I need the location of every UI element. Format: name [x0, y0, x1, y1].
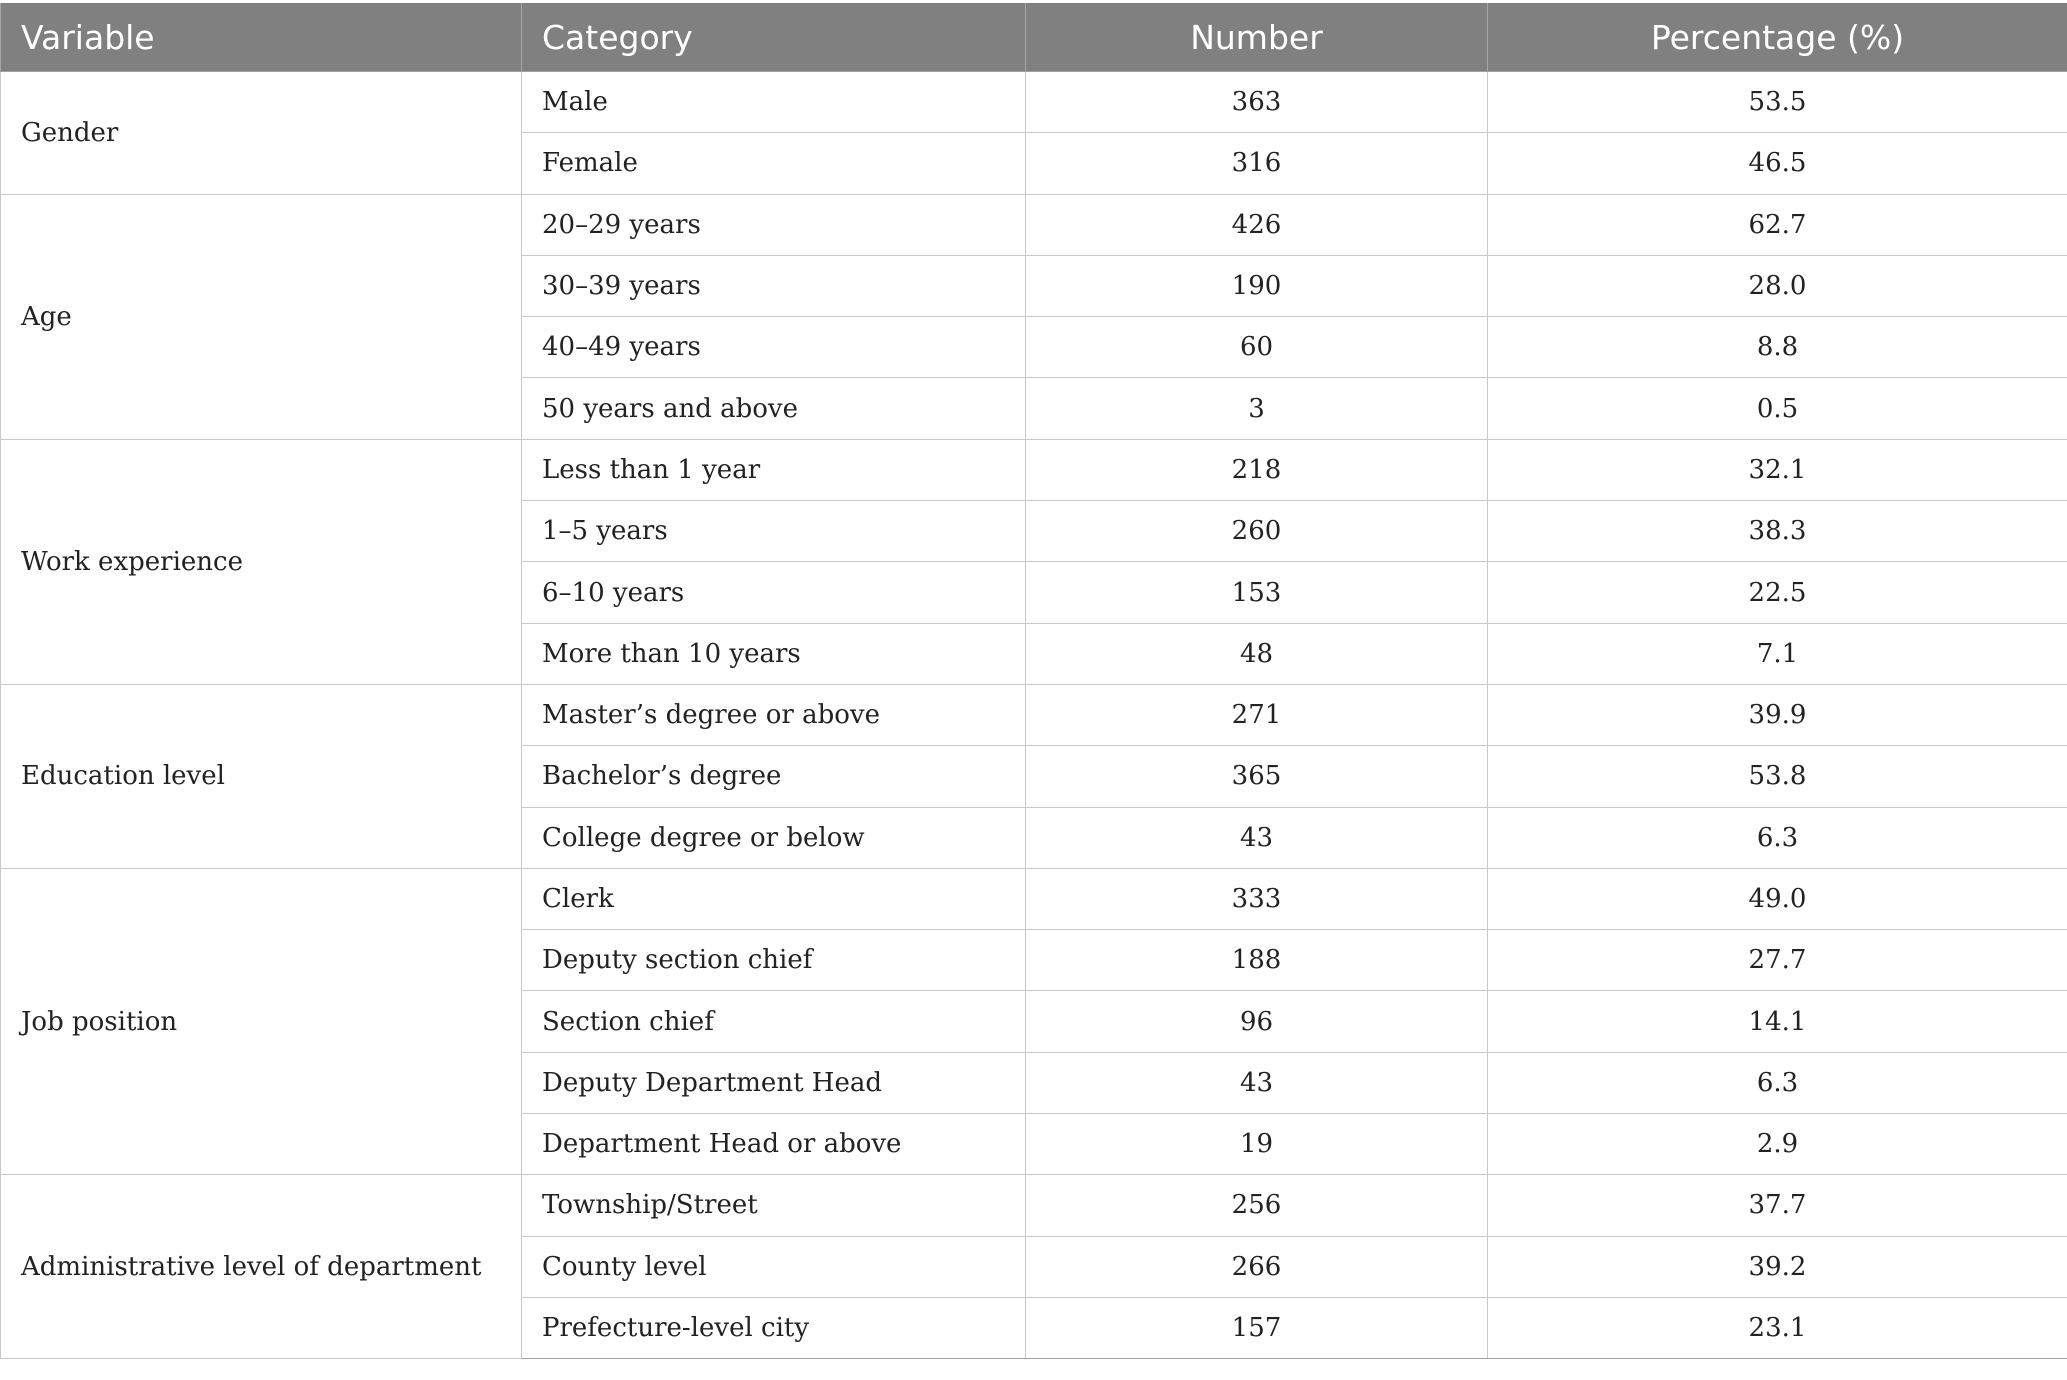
- table-row: [1, 439, 2067, 500]
- category-cell: Section chief: [522, 991, 1026, 1052]
- percentage-cell: 23.1: [1488, 1297, 2067, 1358]
- percentage-cell: 38.3: [1488, 501, 2067, 562]
- number-cell: 19: [1026, 1114, 1488, 1175]
- category-cell: More than 10 years: [522, 623, 1026, 684]
- number-cell: 256: [1026, 1175, 1488, 1236]
- variable-cell: Administrative level of department: [1, 1175, 522, 1359]
- category-cell: Female: [522, 133, 1026, 194]
- number-cell: 43: [1026, 807, 1488, 868]
- category-cell: Bachelor’s degree: [522, 746, 1026, 807]
- category-cell: 30–39 years: [522, 255, 1026, 316]
- percentage-cell: 2.9: [1488, 1114, 2067, 1175]
- number-cell: 363: [1026, 72, 1488, 133]
- number-cell: 426: [1026, 194, 1488, 255]
- category-cell: Male: [522, 72, 1026, 133]
- number-cell: 260: [1026, 501, 1488, 562]
- category-cell: Master’s degree or above: [522, 684, 1026, 745]
- variable-cell: Education level: [1, 684, 522, 868]
- number-cell: 218: [1026, 439, 1488, 500]
- percentage-cell: 6.3: [1488, 807, 2067, 868]
- percentage-cell: 6.3: [1488, 1052, 2067, 1113]
- category-cell: Deputy Department Head: [522, 1052, 1026, 1113]
- category-cell: 50 years and above: [522, 378, 1026, 439]
- category-cell: Township/Street: [522, 1175, 1026, 1236]
- category-cell: Department Head or above: [522, 1114, 1026, 1175]
- variable-cell: Age: [1, 194, 522, 439]
- table-header: [1, 3, 2067, 72]
- number-cell: 3: [1026, 378, 1488, 439]
- table-row: [1, 684, 2067, 745]
- number-cell: 43: [1026, 1052, 1488, 1113]
- number-cell: 188: [1026, 930, 1488, 991]
- percentage-cell: 62.7: [1488, 194, 2067, 255]
- category-cell: Less than 1 year: [522, 439, 1026, 500]
- percentage-cell: 32.1: [1488, 439, 2067, 500]
- number-cell: 365: [1026, 746, 1488, 807]
- header-variable: Variable: [1, 3, 522, 72]
- header-percentage: Percentage (%): [1488, 3, 2067, 72]
- category-cell: 1–5 years: [522, 501, 1026, 562]
- number-cell: 271: [1026, 684, 1488, 745]
- number-cell: 316: [1026, 133, 1488, 194]
- number-cell: 190: [1026, 255, 1488, 316]
- number-cell: 60: [1026, 317, 1488, 378]
- percentage-cell: 0.5: [1488, 378, 2067, 439]
- table-row: [1, 868, 2067, 929]
- table-row: [1, 1175, 2067, 1236]
- demographics-table: [0, 3, 2067, 1359]
- percentage-cell: 7.1: [1488, 623, 2067, 684]
- category-cell: County level: [522, 1236, 1026, 1297]
- variable-cell: Gender: [1, 72, 522, 195]
- percentage-cell: 37.7: [1488, 1175, 2067, 1236]
- percentage-cell: 22.5: [1488, 562, 2067, 623]
- category-cell: Clerk: [522, 868, 1026, 929]
- percentage-cell: 27.7: [1488, 930, 2067, 991]
- header-number: Number: [1026, 3, 1488, 72]
- number-cell: 48: [1026, 623, 1488, 684]
- table-body: [1, 72, 2067, 1359]
- number-cell: 153: [1026, 562, 1488, 623]
- number-cell: 333: [1026, 868, 1488, 929]
- category-cell: 40–49 years: [522, 317, 1026, 378]
- category-cell: 20–29 years: [522, 194, 1026, 255]
- table-row: [1, 72, 2067, 133]
- variable-cell: Job position: [1, 868, 522, 1174]
- header-category: Category: [522, 3, 1026, 72]
- percentage-cell: 46.5: [1488, 133, 2067, 194]
- number-cell: 96: [1026, 991, 1488, 1052]
- percentage-cell: 28.0: [1488, 255, 2067, 316]
- percentage-cell: 14.1: [1488, 991, 2067, 1052]
- percentage-cell: 39.9: [1488, 684, 2067, 745]
- table-row: [1, 194, 2067, 255]
- category-cell: 6–10 years: [522, 562, 1026, 623]
- percentage-cell: 53.8: [1488, 746, 2067, 807]
- number-cell: 266: [1026, 1236, 1488, 1297]
- variable-cell: Work experience: [1, 439, 522, 684]
- category-cell: Deputy section chief: [522, 930, 1026, 991]
- demographics-table-container: [0, 3, 2067, 1359]
- number-cell: 157: [1026, 1297, 1488, 1358]
- percentage-cell: 53.5: [1488, 72, 2067, 133]
- category-cell: College degree or below: [522, 807, 1026, 868]
- percentage-cell: 49.0: [1488, 868, 2067, 929]
- header-row: [1, 3, 2067, 72]
- percentage-cell: 8.8: [1488, 317, 2067, 378]
- category-cell: Prefecture-level city: [522, 1297, 1026, 1358]
- percentage-cell: 39.2: [1488, 1236, 2067, 1297]
